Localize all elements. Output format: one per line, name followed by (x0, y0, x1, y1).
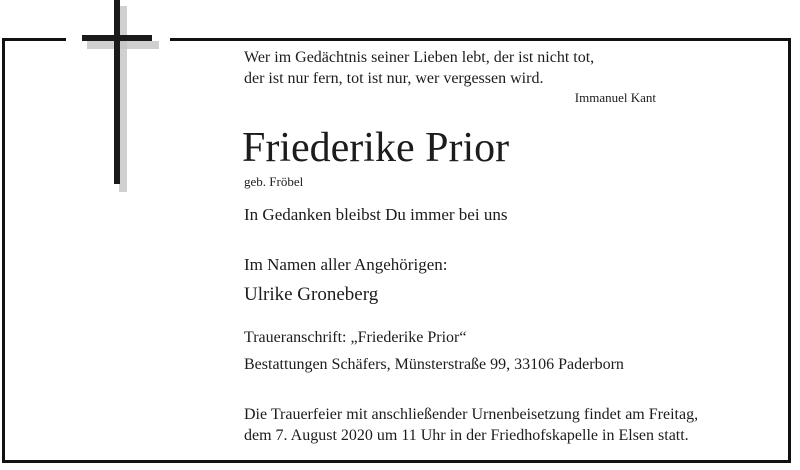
service-line: dem 7. August 2020 um 11 Uhr in der Friedhofskapelle in Elsen statt. (244, 427, 689, 444)
quote-author: Immanuel Kant (574, 90, 656, 105)
memorial-quote (244, 47, 594, 89)
birth-name: geb. Fröbel (244, 174, 304, 189)
mourning-address-label: Traueranschrift: „Friederike Prior“ (244, 329, 467, 346)
mourning-address: Bestattungen Schäfers, Münsterstraße 99, 33106 Paderborn (244, 356, 624, 373)
cross-icon (66, 0, 170, 200)
behalf-intro: Im Namen aller Angehörigen: (244, 255, 448, 274)
signer-name: Ulrike Groneberg (244, 284, 379, 305)
quote-line: der ist nur fern, tot ist nur, wer vergessen wird. (244, 70, 544, 87)
deceased-name: Friederike Prior (242, 125, 510, 171)
tribute-text: In Gedanken bleibst Du immer bei uns (244, 205, 508, 224)
funeral-service-notice (244, 404, 698, 446)
quote-line: Wer im Gedächtnis seiner Lieben lebt, der ist nicht tot, (244, 49, 595, 66)
service-line: Die Trauerfeier mit anschließender Urnenbeisetzung findet am Freitag, (244, 406, 699, 423)
